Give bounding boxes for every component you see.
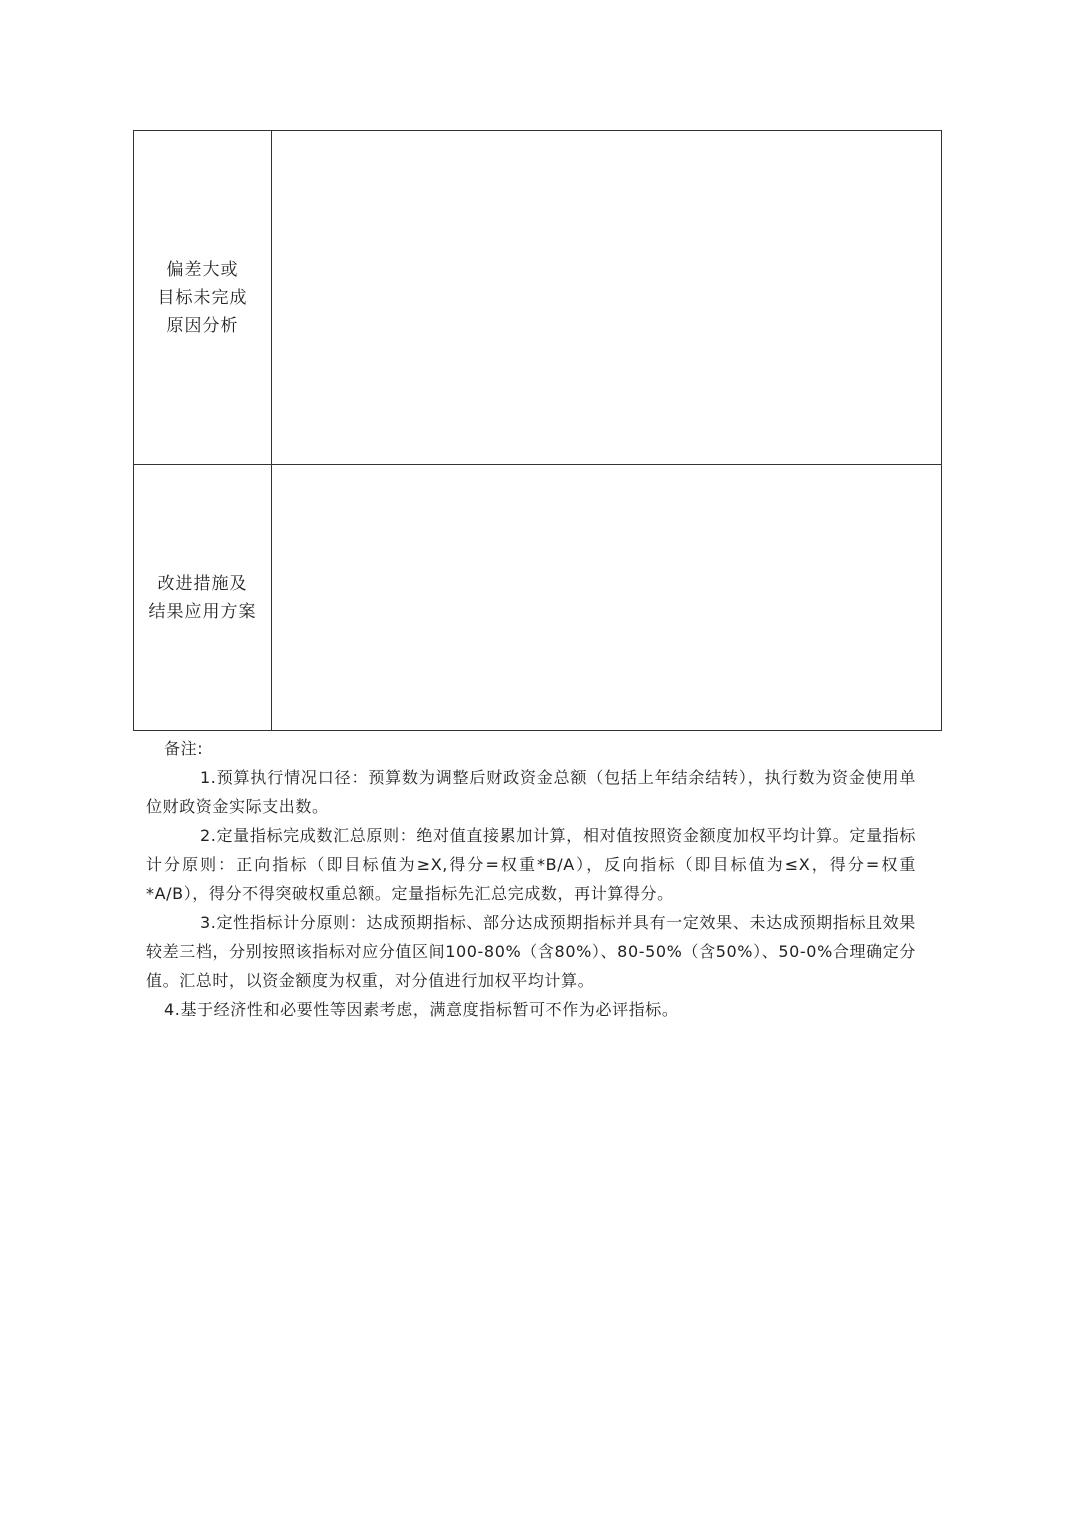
label-line: 目标未完成 xyxy=(157,287,248,308)
label-line: 结果应用方案 xyxy=(148,601,257,622)
note-item-2: 2.定量指标完成数汇总原则：绝对值直接累加计算，相对值按照资金额度加权平均计算。定量指标计分原则：正向指标（即目标值为≥X,得分=权重*B/A），反向指标（即目标值为≤X，得分=权重*A/B），得分不得突破权重总额。定量指标先汇总完成数，再计算得分。 xyxy=(146,826,916,903)
note-item-3: 3.定性指标计分原则：达成预期指标、部分达成预期指标并具有一定效果、未达成预期指标且效果较差三档，分别按照该指标对应分值区间100-80%（含80%）、80-50%（含50%）、50-0%合理确定分值。汇总时，以资金额度为权重，对分值进行加权平均计算。 xyxy=(146,913,916,990)
row-label-deviation-analysis xyxy=(134,131,272,465)
evaluation-table xyxy=(133,130,942,731)
notes-title: 备注: xyxy=(164,739,204,758)
deviation-analysis-content-cell[interactable] xyxy=(272,131,942,465)
row-label-improvement-plan xyxy=(134,465,272,731)
label-line: 原因分析 xyxy=(166,315,239,336)
label-line: 改进措施及 xyxy=(157,573,248,594)
label-line: 偏差大或 xyxy=(166,259,239,280)
notes-section xyxy=(146,734,916,1024)
note-item-1: 1.预算执行情况口径：预算数为调整后财政资金总额（包括上年结余结转），执行数为资金使用单位财政资金实际支出数。 xyxy=(146,768,916,816)
note-item-4: 4.基于经济性和必要性等因素考虑，满意度指标暂可不作为必评指标。 xyxy=(164,1000,679,1019)
improvement-plan-content-cell[interactable] xyxy=(272,465,942,731)
table-row xyxy=(134,465,942,731)
table-row xyxy=(134,131,942,465)
